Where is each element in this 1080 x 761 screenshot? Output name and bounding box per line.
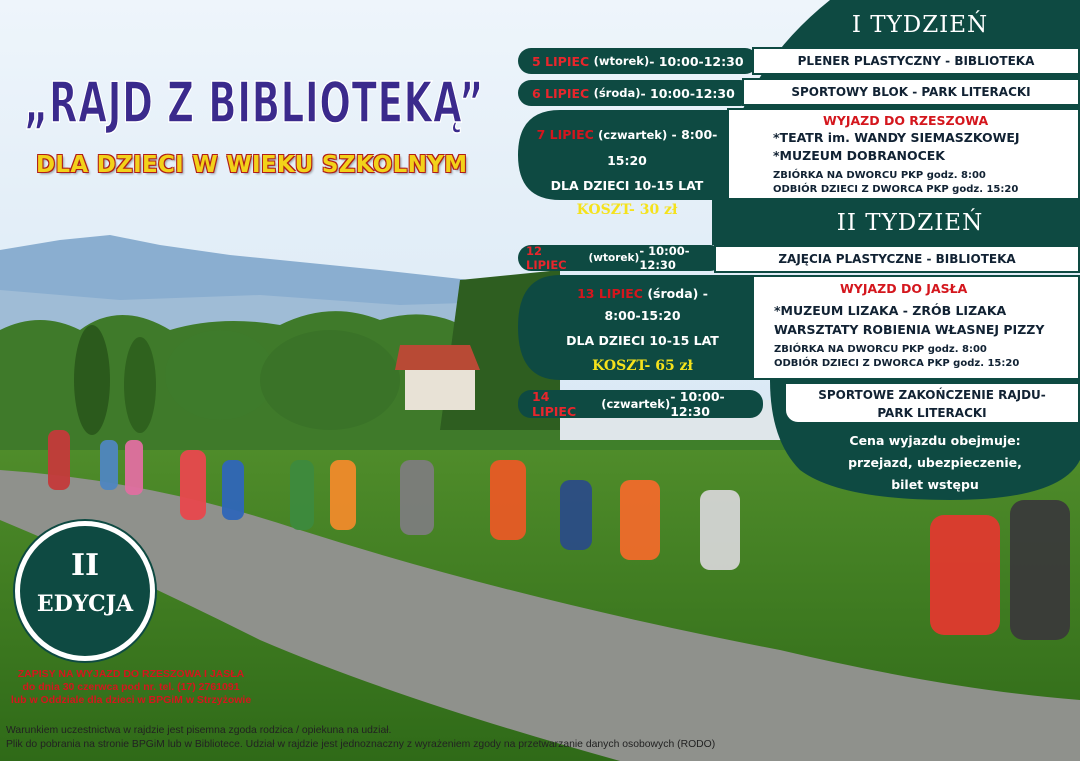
week2-final-activity: [784, 382, 1080, 424]
trip-meeting: ZBIÓRKA NA DWORCU PKP godz. 8:00: [774, 344, 987, 355]
footer-line: Plik do pobrania na stronie BPGiM lub w Bibliotece. Udział w rajdzie jest jednoznaczny z wyrażeniem zgody na przetwarzanie danych osobowych (RODO): [6, 739, 716, 750]
trip-cost: KOSZT- 65 zł: [592, 358, 693, 374]
trip-time: 8:00-15:20: [604, 308, 681, 323]
week2-trip-info: [530, 283, 755, 377]
trip-age: DLA DZIECI 10-15 LAT: [566, 333, 719, 348]
signup-line: ZAPISY NA WYJAZD DO RZESZOWA I JASŁA: [17, 668, 245, 680]
signup-line: lub w Oddziale dla dzieci w BPGiM w Strzyżowie: [10, 694, 252, 706]
event-date: 14 LIPIEC: [532, 389, 577, 419]
trip-cost: KOSZT- 30 zł: [576, 202, 678, 218]
edition-number: II: [70, 548, 100, 583]
event-time: - 10:00-12:30: [639, 244, 690, 272]
week2-trip-details: [752, 275, 1080, 380]
trip-pickup: ODBIÓR DZIECI Z DWORCA PKP godz. 15:20: [774, 358, 1020, 369]
event-date: 12 LIPIEC: [526, 244, 567, 272]
week1-event2-date-pill: [518, 80, 753, 106]
trip-item: *TEATR im. WANDY SIEMASZKOWEJ: [773, 130, 1020, 145]
signup-line: do dnia 30 czerwca pod nr. tel. (17) 2761091: [22, 681, 240, 693]
edition-badge: [15, 521, 155, 661]
event-time: - 10:00-12:30: [640, 85, 735, 101]
signup-info: [0, 668, 262, 707]
week2-final-date-pill: [518, 390, 763, 418]
week1-trip-details: [727, 108, 1080, 200]
activity-label: SPORTOWE ZAKOŃCZENIE RAJDU-: [818, 388, 1046, 402]
poster-title-text: „RAJD Z BIBLIOTEKĄ”: [24, 71, 484, 136]
event-day: (wtorek): [588, 252, 640, 264]
trip-pickup: ODBIÓR DZIECI Z DWORCA PKP godz. 15:20: [773, 184, 1019, 195]
event-date: 6 LIPIEC: [532, 85, 590, 101]
trip-date: 13 LIPIEC: [577, 286, 643, 301]
week1-event1-activity: [752, 47, 1080, 75]
poster-subtitle: DLA DZIECI W WIEKU SZKOLNYM: [36, 152, 468, 178]
trip-item: WARSZTATY ROBIENIA WŁASNEJ PIZZY: [774, 322, 1045, 337]
edition-label: EDYCJA: [36, 591, 134, 617]
week1-trip-info: [522, 122, 732, 223]
week2-event1-date-pill: [518, 245, 723, 271]
week2-heading: II TYDZIEŃ: [836, 210, 984, 236]
event-time: - 10:00-12:30: [649, 53, 744, 69]
event-day: (wtorek): [593, 54, 650, 68]
trip-day: (środa): [647, 286, 699, 301]
activity-label: PLENER PLASTYCZNY - BIBLIOTEKA: [797, 54, 1035, 68]
week1-heading: I TYDZIEŃ: [851, 12, 989, 38]
trip-datetime: [530, 283, 755, 305]
week1-event2-activity: [742, 78, 1080, 106]
trip-item: *MUZEUM LIZAKA - ZRÓB LIZAKA: [774, 303, 1007, 318]
event-time: - 10:00-12:30: [670, 389, 725, 419]
event-day: (środa): [593, 86, 641, 100]
trip-meeting: ZBIÓRKA NA DWORCU PKP godz. 8:00: [773, 170, 986, 181]
week2-event1-activity: [714, 245, 1080, 273]
trip-time: - 8:00-15:20: [607, 127, 718, 168]
footer-line: Warunkiem uczestnictwa w rajdzie jest pisemna zgoda rodzica / opiekuna na udział.: [6, 725, 392, 736]
week1-event1-date-pill: [518, 48, 758, 74]
trip-title: WYJAZD DO RZESZOWA: [823, 113, 989, 128]
activity-label: PARK LITERACKI: [877, 406, 987, 420]
trip-age: DLA DZIECI 10-15 LAT: [550, 178, 704, 193]
price-info-line: bilet wstępu: [891, 477, 979, 492]
activity-label: SPORTOWY BLOK - PARK LITERACKI: [791, 85, 1031, 99]
price-info-line: przejazd, ubezpieczenie,: [848, 455, 1022, 470]
trip-datetime: [522, 122, 732, 173]
price-info: [830, 430, 1040, 496]
trip-day: (czwartek): [598, 128, 668, 142]
event-date: 5 LIPIEC: [532, 53, 590, 69]
footer-notes: [6, 724, 715, 752]
trip-time-suffix: -: [698, 286, 708, 301]
trip-title: WYJAZD DO JASŁA: [840, 281, 968, 296]
price-info-line: Cena wyjazdu obejmuje:: [849, 433, 1021, 448]
activity-label: ZAJĘCIA PLASTYCZNE - BIBLIOTEKA: [778, 252, 1016, 266]
event-day: (czwartek): [601, 397, 671, 411]
trip-date: 7 LIPIEC: [536, 127, 594, 142]
trip-item: *MUZEUM DOBRANOCEK: [773, 148, 945, 163]
